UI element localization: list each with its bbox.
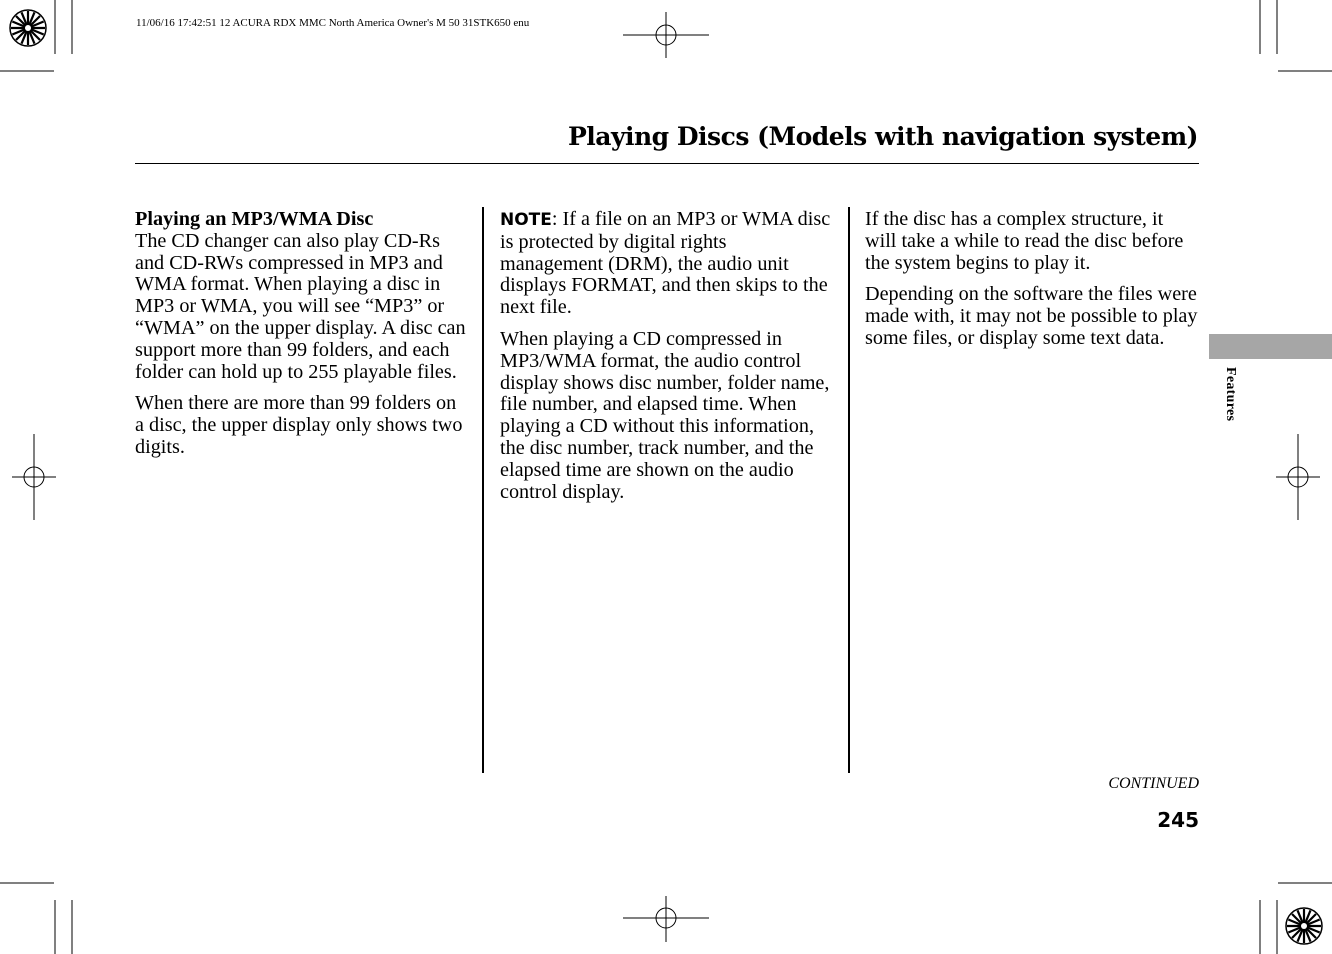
page-title: Playing Discs (Models with navigation system) (567, 122, 1198, 151)
note (500, 209, 834, 319)
title-rule (135, 163, 1199, 164)
column-3 (865, 209, 1199, 360)
registration-mark-top (623, 12, 709, 58)
paragraph: The CD changer can also play CD-Rs and CD-RWs compressed in MP3 and WMA format. When playing a disc in MP3 or WMA, you will see “MP3” or “WMA” on the upper display. A disc can support more than 99 folders, and each folder can hold up to 255 playable files. (135, 229, 466, 383)
paragraph: Depending on the software the files were made with, it may not be possible to play some files, or display some text data. (865, 283, 1198, 349)
page-number: 245 (1157, 808, 1199, 832)
registration-mark-bottom (623, 896, 709, 942)
side-tab-label: Features (1223, 367, 1238, 422)
section-heading: Playing an MP3/WMA Disc (135, 208, 374, 230)
section-mp3-wma (135, 209, 469, 383)
registration-mark-right (1276, 434, 1320, 520)
column-1 (135, 209, 469, 469)
paragraph: When there are more than 99 folders on a disc, the upper display only shows two digits. (135, 392, 463, 458)
column-divider (848, 207, 850, 773)
side-tab (1209, 334, 1332, 359)
print-info: 11/06/16 17:42:51 12 ACURA RDX MMC North America Owner's M 50 31STK650 enu (136, 17, 530, 29)
column-divider (482, 207, 484, 773)
column-2 (500, 209, 834, 513)
continued-label: CONTINUED (1108, 775, 1199, 792)
note-label: NOTE (500, 210, 552, 230)
paragraph: If the disc has a complex structure, it will take a while to read the disc before the system begins to play it. (865, 208, 1184, 274)
registration-mark-left (12, 434, 56, 520)
star-target-top-left (10, 10, 46, 46)
note-text: : If a file on an MP3 or WMA disc is protected by digital rights management (DRM), the audio unit displays FORMAT, and then skips to the next file. (500, 208, 831, 319)
star-target-bottom-right (1286, 908, 1322, 944)
paragraph: When playing a CD compressed in MP3/WMA format, the audio control display shows disc number, folder name, file number, and elapsed time. When playing a CD without this information, the disc number, track number, and the elapsed time are shown on the audio control display. (500, 327, 830, 503)
